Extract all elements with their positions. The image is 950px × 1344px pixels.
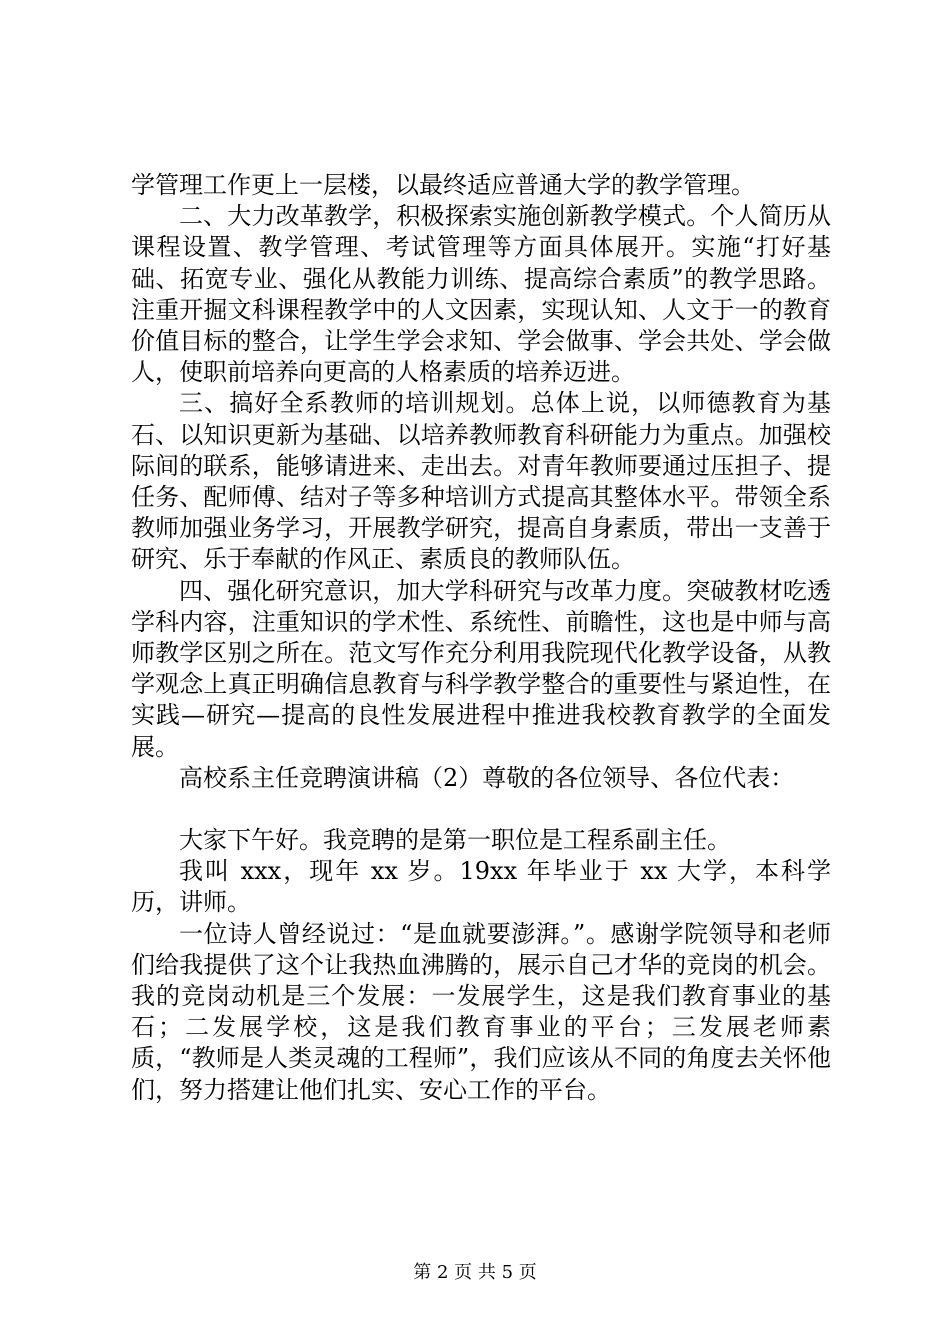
- paragraph-motivation: 一位诗人曾经说过：“是血就要澎湃。”。感谢学院领导和老师们给我提供了这个让我热血沸腾的，展示自己才华的竞岗的机会。我的竞岗动机是三个发展：一发展学生，这是我们教育事业的基石；二发展学校，这是我们教育事业的平台；三发展老师素质，“教师是人类灵魂的工程师”，我们应该从不同的角度去关怀他们，努力搭建让他们扎实、安心工作的平台。: [131, 919, 831, 1104]
- paragraph-greeting: 大家下午好。我竞聘的是第一职位是工程系副主任。: [179, 826, 731, 855]
- paragraph-section-two: 二、大力改革教学，积极探索实施创新教学模式。个人简历从课程设置、教学管理、考试管理等方面具体展开。实施“打好基础、拓宽专业、强化从教能力训练、提高综合素质”的教学思路。注重开掘文科课程教学中的人文因素，实现认知、人文于一的教育价值目标的整合，让学生学会求知、学会做事、学会共处、学会做人，使职前培养向更高的人格素质的培养迈进。: [131, 202, 831, 387]
- paragraph-continuation: 学管理工作更上一层楼，以最终适应普通大学的教学管理。: [131, 171, 755, 199]
- document-body: [131, 170, 831, 1106]
- paragraph-speech-title: 高校系主任竞聘演讲稿（2）尊敬的各位领导、各位代表：: [179, 763, 795, 792]
- paragraph-introduction: 我叫 xxx，现年 xx 岁。19xx 年毕业于 xx 大学，本科学历，讲师。: [131, 857, 831, 917]
- paragraph-section-four: 四、强化研究意识，加大学科研究与改革力度。突破教材吃透学科内容，注重知识的学术性、系统性、前瞻性，这也是中师与高师教学区别之所在。范文写作充分利用我院现代化教学设备，从教学观念上真正明确信息教育与科学教学整合的重要性与紧迫性，在实践—研究—提高的良性发展进程中推进我校教育教学的全面发展。: [131, 576, 831, 761]
- page-footer: 第 2 页 共 5 页: [413, 1262, 537, 1283]
- paragraph-section-three: 三、搞好全系教师的培训规划。总体上说，以师德教育为基石、以知识更新为基础、以培养教师教育科研能力为重点。加强校际间的联系，能够请进来、走出去。对青年教师要通过压担子、提任务、配师傅、结对子等多种培训方式提高其整体水平。带领全系教师加强业务学习，开展教学研究，提高自身素质，带出一支善于研究、乐于奉献的作风正、素质良的教师队伍。: [131, 389, 831, 574]
